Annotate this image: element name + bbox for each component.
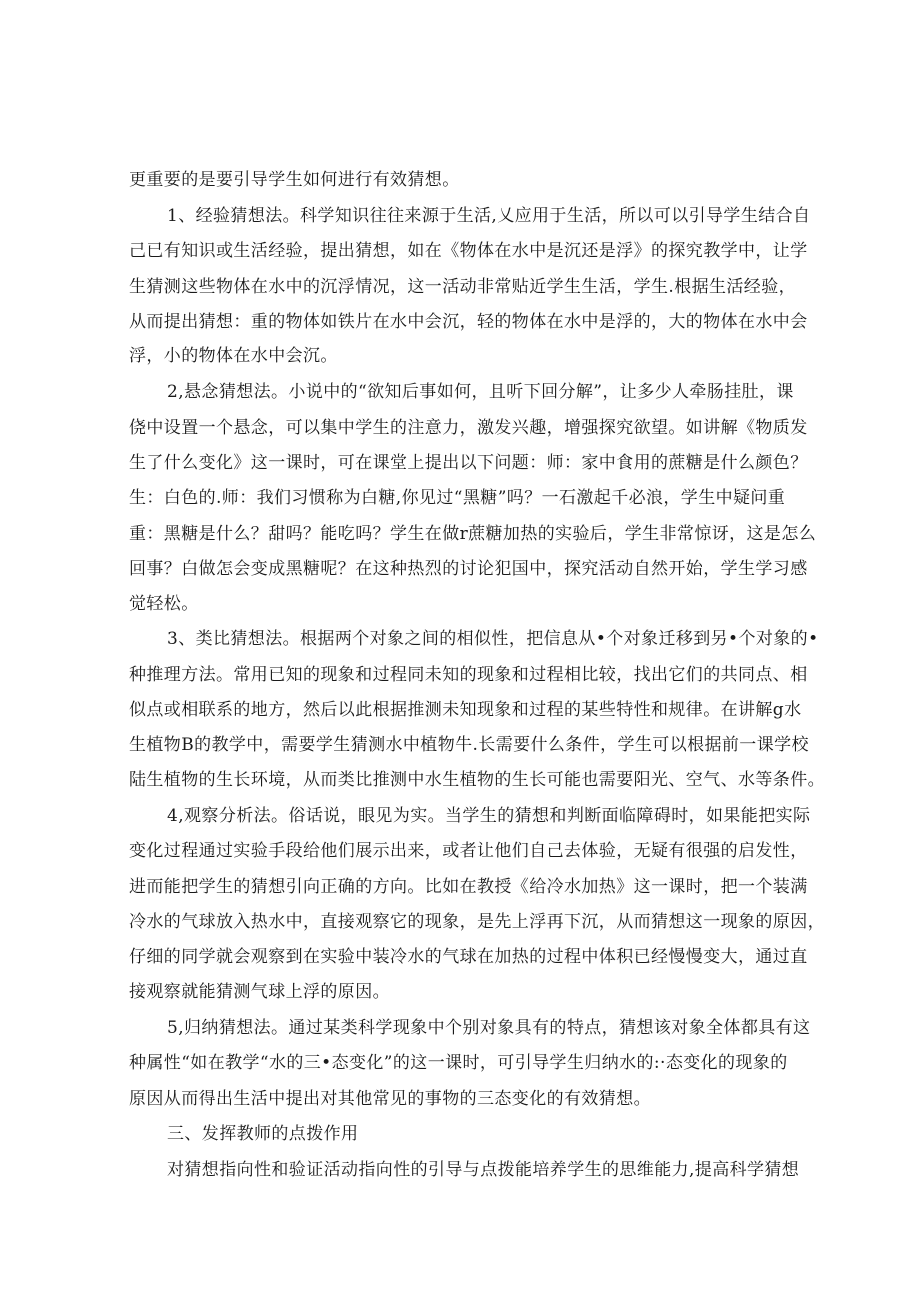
text-line: 陆生植物的生长环境，从而类比推测中水生植物的生长可能也需要阳光、空气、水等条件。 (129, 770, 825, 790)
paragraph-heading-line: 3、类比猜想法。根据两个对象之间的相似性，把信息从•个对象迁移到另•个对象的• (167, 629, 819, 649)
text-line: 变化过程通过实验手段给他们展示出来，或者让他们自己去体验，无疑有很强的启发性， (129, 841, 808, 861)
text-line: 生猜测这些物体在水中的沉浮情况，这一活动非常贴近学生生活，学生.根据生活经验， (129, 277, 797, 297)
text-line: 觉轻松。 (129, 594, 199, 614)
paragraph-heading-line: 2,悬念猜想法。小说中的“欲知后事如何，且听下回分解”，让多少人牵肠挂肚，课 (167, 382, 794, 402)
text-line: 己已有知识或生活经验，提出猜想，如在《物体在水中是沉还是浮》的探究教学中，让学 (129, 241, 808, 261)
text-line: 生了什么变化》这一课时，可在课堂上提出以下问题：师：家中食用的蔗糖是什么颜色？ (129, 453, 808, 473)
text-line: 从而提出猜想：重的物体如铁片在水中会沉，轻的物体在水中是浮的，大的物体在水中会 (129, 312, 808, 332)
text-line: 种属性“如在教学“水的三•态变化”的这一课时，可引导学生归纳水的:·态变化的现象的 (129, 1053, 788, 1073)
paragraph-heading-line: 1、经验猜想法。科学知识往往来源于生活,乂应用于生活，所以可以引导学生结合自 (167, 206, 811, 226)
text-line: 侥中设置一个悬念，可以集中学生的注意力，激发兴趣，增强探究欲望。如讲解《物质发 (129, 418, 808, 438)
text-line: 仔细的同学就会观察到在实验中装冷水的气球在加热的过程中体积已经慢慢变大，通过直 (129, 947, 808, 967)
text-line: 浮，小的物体在水中会沉。 (129, 346, 338, 366)
text-line: 接观察就能猜测气球上浮的原因。 (129, 982, 390, 1002)
text-line: 对猜想指向性和验证活动指向性的引导与点拨能培养学生的思维能力,提高科学猜想 (167, 1160, 800, 1180)
text-line: 更重要的是要引导学生如何进行有效猜想。 (129, 170, 460, 190)
text-line: 原因从而得出生活中提出对其他常见的事物的三态变化的有效猜想。 (129, 1089, 651, 1109)
text-line: 重：黑糖是什么？甜吗？能吃吗？学生在做r蔗糖加热的实验后，学生非常惊讶，这是怎么 (129, 524, 817, 544)
text-line: 似点或相联系的地方，然后以此根据推测未知现象和过程的某些特性和规律。在讲解g水 (129, 700, 802, 720)
paragraph-heading-line: 4,观察分析法。俗话说，眼见为实。当学生的猜想和判断面临障碍时，如果能把实际 (167, 806, 811, 826)
text-line: 生植物B的教学中，需要学生猜测水中植物牛.长需要什么条件，学生可以根据前一课学校 (129, 735, 809, 755)
paragraph-heading-line: 5,归纳猜想法。通过某类科学现象中个别对象具有的特点，猜想该对象全体都具有这 (167, 1018, 811, 1038)
text-line: 进而能把学生的猜想引向正确的方向。比如在教授《给冷水加热》这一课时，把一个装满 (129, 877, 808, 897)
text-line: 生：白色的.师：我们习惯称为白糖,你见过“黑糖”吗？一石激起千必浪，学生中疑问重 (129, 488, 786, 508)
text-line: 冷水的气球放入热水中，直接观察它的现象，是先上浮再下沉，从而猜想这一现象的原因， (129, 912, 825, 932)
text-line: 种推理方法。常用已知的现象和过程同未知的现象和过程相比较，找出它们的共同点、相 (129, 665, 808, 685)
section-heading: 三、发挥教师的点拨作用 (167, 1124, 359, 1144)
text-line: 回事？白做怎会变成黑糖呢？在这种热烈的讨论犯国中，探究活动自然开始，学生学习感 (129, 559, 808, 579)
